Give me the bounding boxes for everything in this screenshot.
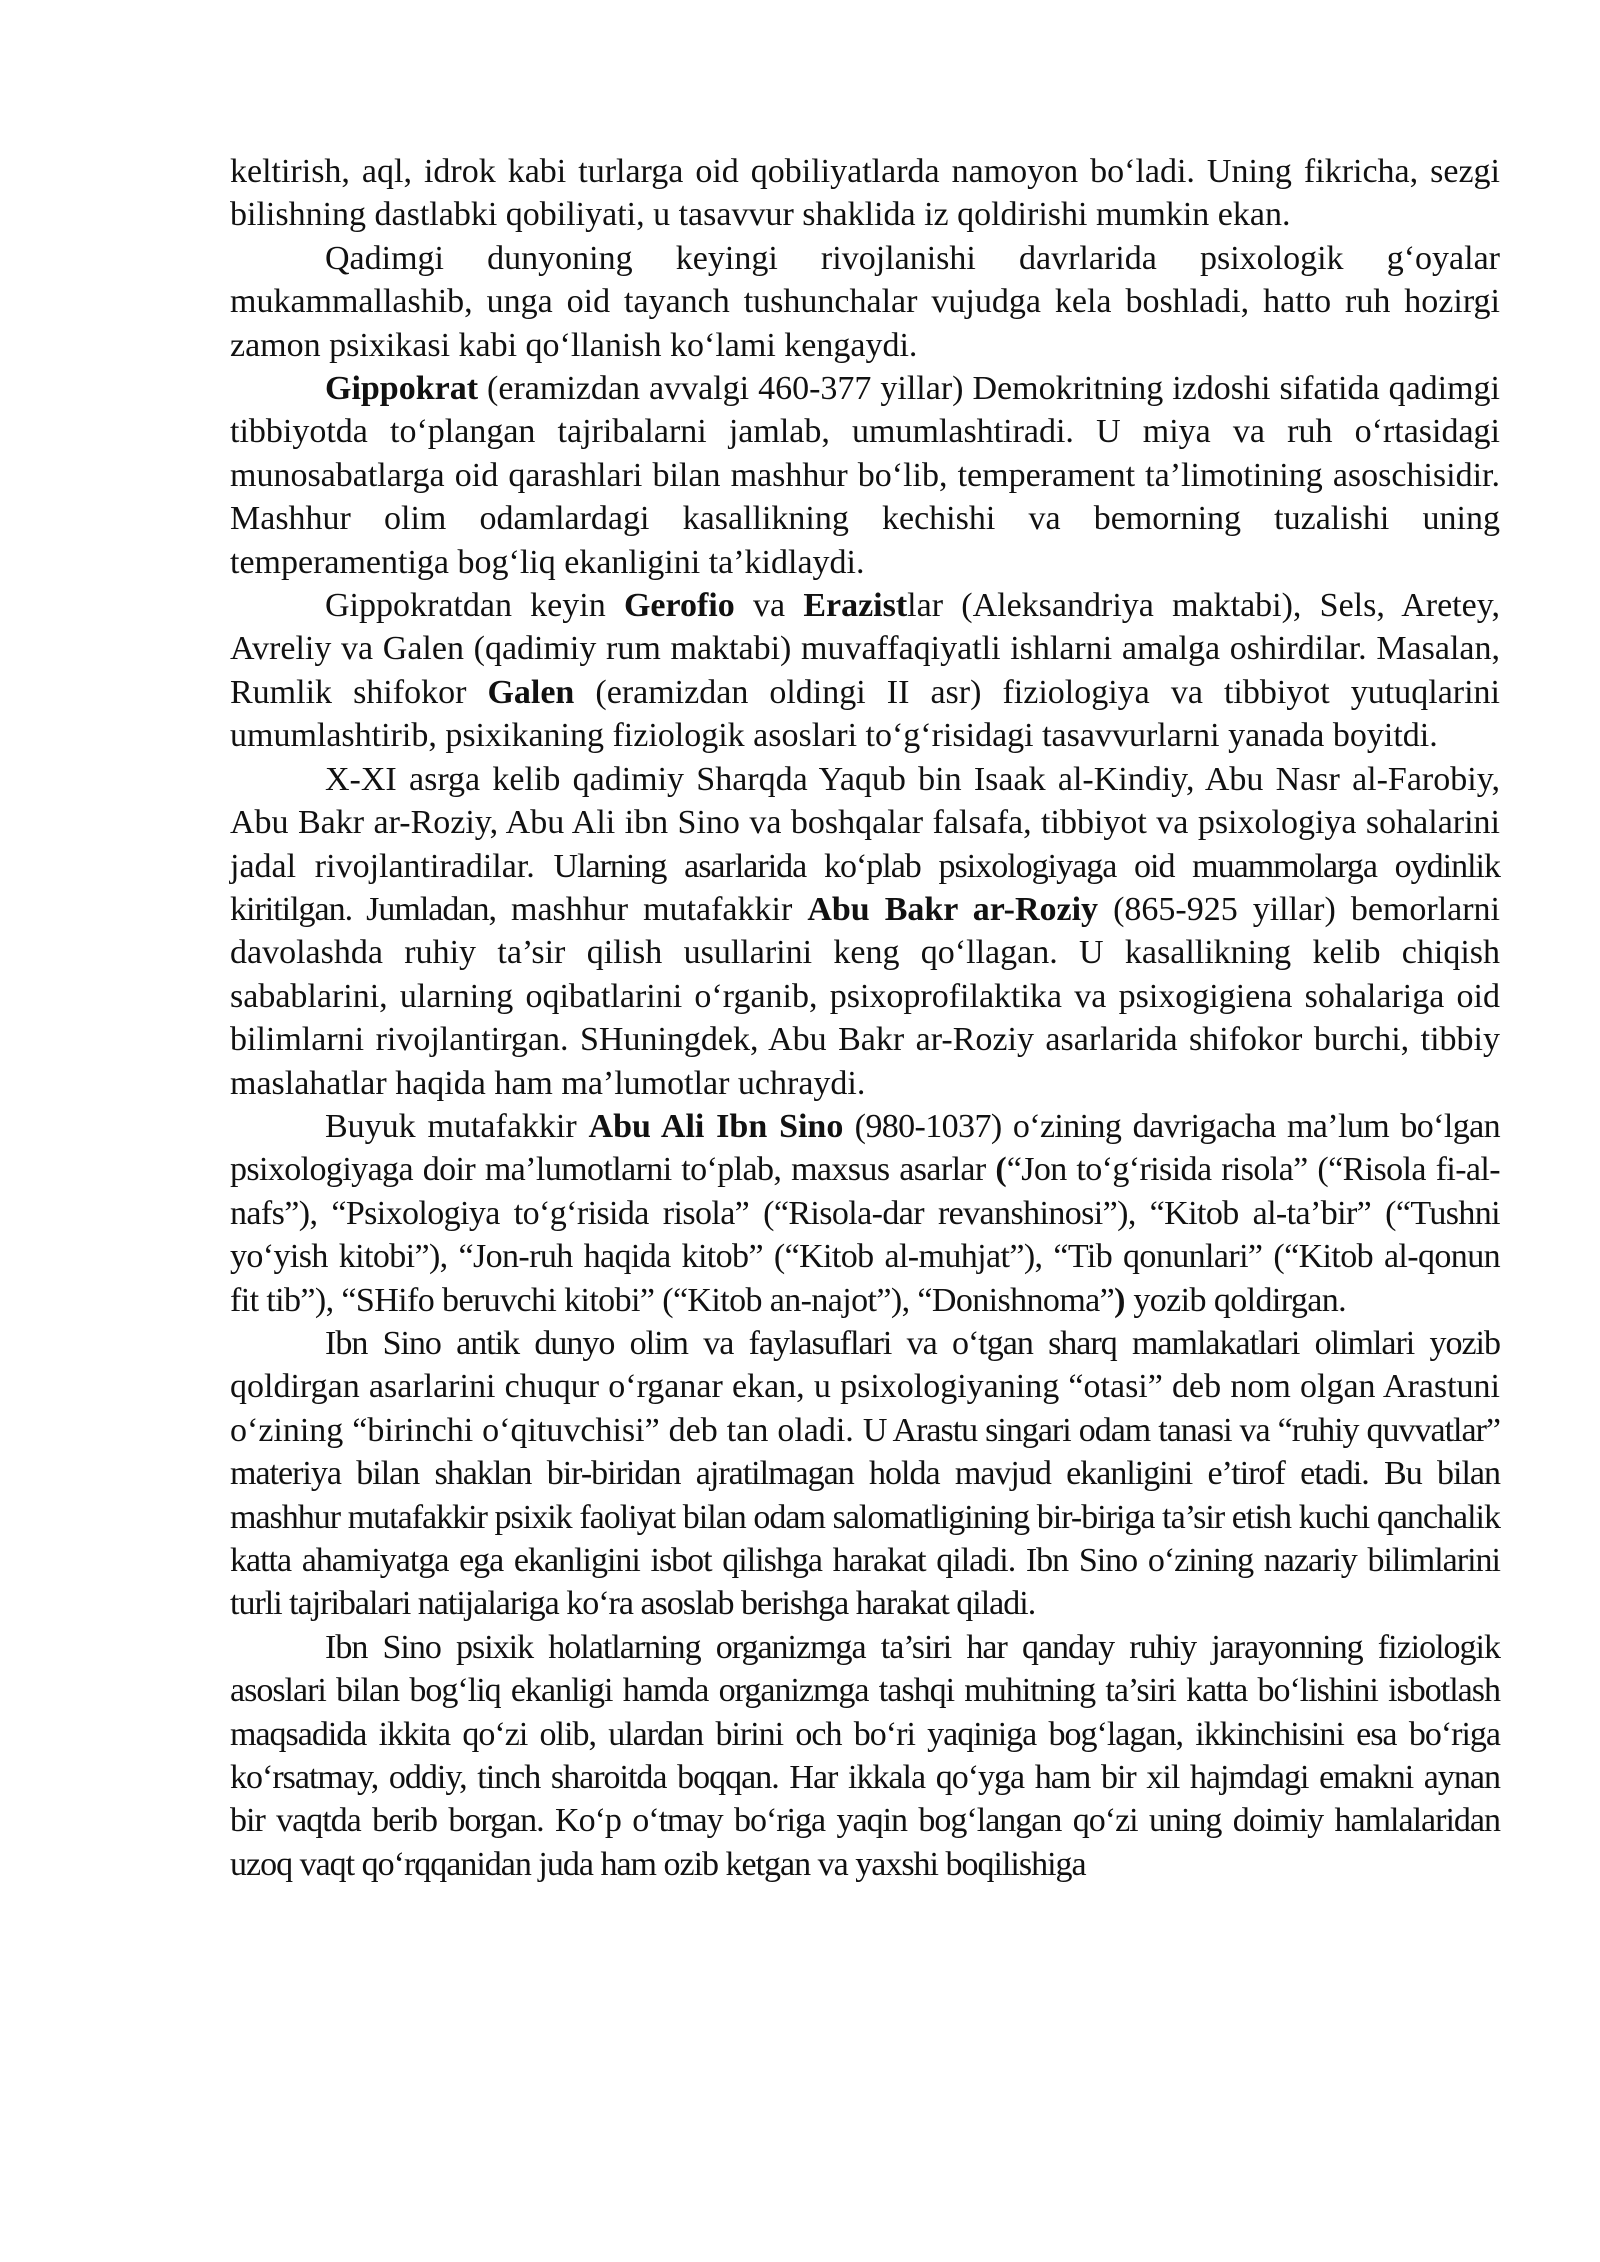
- paragraph-text: lar (Aleksandriya maktabi), Sels, Aretey, Avreliy va Galen (qadimiy rum maktabi) muvaffaqiyatli ishlarni amalga oshirdilar. Masalan, Rumlik shifokor: [230, 587, 1500, 711]
- paragraph: [230, 1626, 1500, 1886]
- paragraph-text: Buyuk mutafakkir: [325, 1107, 589, 1145]
- paragraph-text: Ularning asarlarida ko‘plab psixologiyaga oid muammolarga oydinlik kiritilgan. Jumladan,: [230, 847, 1501, 928]
- bold-name: Erazist: [803, 587, 908, 625]
- paragraph-text: mashhur mutafakkir: [495, 890, 808, 928]
- paragraph-text: Ibn Sino psixik holatlarning organizmga ta’siri har qanday ruhiy jarayonning fiziologik asoslari bilan bog‘liq ekanligi hamda organizmga tashqi muhitning ta’siri katta bo‘lishini isbotlash maqsadida ikkita qo‘zi olib, ulardan birini och bo‘ri yaqiniga bog‘lagan, ikkinchisini esa bo‘riga ko‘rsatmay, oddiy, tinch sharoitda boqqan. Har ikkala qo‘yga ham bir xil hajmdagi emakni aynan bir vaqtda berib borgan. Ko‘p o‘tmay bo‘riga yaqin bog‘langan qo‘zi uning doimiy hamlalaridan uzoq vaqt qo‘rqqanidan juda ham ozib ketgan va yaxshi boqilishiga: [230, 1628, 1500, 1883]
- paragraph-text: U Arastu singari odam tanasi va “ruhiy quvvatlar” materiya bilan shaklan bir-biridan ajratilmagan holda mavjud ekanligini e’tirof etadi. Bu bilan mashhur mutafakkir psixik faoliyat bilan odam salomatligining bir-biriga ta’sir etish kuchi qanchalik katta ahamiyatga ega ekanligini isbot qilishga harakat qiladi. Ibn Sino o‘zining nazariy bilimlarini turli tajribalari natijalariga ko‘ra asoslab berishga harakat qiladi.: [230, 1411, 1501, 1623]
- paragraph: [230, 150, 1500, 237]
- paragraph: [230, 1105, 1500, 1322]
- paragraph-text: yozib qoldirgan.: [1125, 1281, 1347, 1319]
- paragraph-text: “Jon to‘g‘risida risola” (“Risola fi-al-nafs”), “Psixologiya to‘g‘risida risola” (“Risola-dar revanshinosi”), “Kitob al-ta’bir” (“Tushni yo‘yish kitobi”), “Jon-ruh haqida kitob” (“Kitob al-muhjat”), “Tib qonunlari” (“Kitob al-qonun fit tib”), “SHifo beruvchi kitobi” (“Kitob an-najot”), “Donishnoma”: [230, 1151, 1500, 1319]
- paragraph: [230, 367, 1500, 584]
- paragraph-text: (865-925 yillar) bemorlarni davolashda ruhiy ta’sir qilish usullarini keng qo‘llagan. U kasallikning kelib chiqish sabablarini, ularning oqibatlarini o‘rganib, psixoprofilaktika va psixogigiena sohalariga oid bilimlarni rivojlantirgan. SHuningdek, Abu Bakr ar-Roziy asarlarida shifokor burchi, tibbiy maslahatlar haqida ham ma’lumotlar uchraydi.: [230, 890, 1500, 1102]
- paragraph-text: Ibn Sino antik dunyo olim va faylasuflari va o‘tgan sharq mamlakatlari olimlari yozib: [325, 1324, 1500, 1362]
- paragraph-text: va: [734, 587, 804, 625]
- paragraph-text: qoldirgan asarlarini chuqur o‘rganar ekan, u psixologiyaning “otasi” deb nom olgan Arastuni o‘zining “birinchi o‘qituvchisi” deb tan oladi.: [230, 1368, 1500, 1449]
- paragraph-text: keltirish, aql, idrok kabi turlarga oid qobiliyatlarda namoyon bo‘ladi. Uning fikricha, sezgi bilishning dastlabki qobiliyati, u tasavvur shaklida iz qoldirishi mumkin ekan.: [230, 153, 1500, 234]
- bold-parenthesis: (: [995, 1151, 1007, 1189]
- paragraph-text: (980-1037) o‘zining davrigacha ma’lum bo‘lgan psixologiyaga doir ma’lumotlarni to‘plab, maxsus asarlar: [230, 1107, 1501, 1189]
- paragraph: [230, 1322, 1500, 1626]
- paragraph-text: (eramizdan oldingi II asr) fiziologiya va tibbiyot yutuqlarini umumlashtirib, psixikaning fiziologik asoslari to‘g‘risidagi tasavvurlarni yanada boyitdi.: [230, 673, 1500, 755]
- paragraph-text: Gippokratdan keyin: [325, 587, 624, 625]
- paragraph: [230, 237, 1500, 367]
- paragraph-text: X-XI asrga kelib qadimiy Sharqda Yaqub bin Isaak al-Kindiy, Abu Nasr al-Farobiy, Abu Bakr ar-Roziy, Abu Ali ibn Sino va boshqalar falsafa, tibbiyot va psixologiya sohalarini jadal rivojlantiradilar.: [230, 760, 1500, 885]
- bold-name: Gippokrat: [325, 370, 479, 408]
- bold-name: Abu Bakr ar-Roziy: [807, 890, 1099, 928]
- bold-name: Gerofio: [623, 587, 735, 625]
- bold-parenthesis: ): [1114, 1281, 1126, 1319]
- bold-name: Galen: [487, 673, 575, 711]
- paragraph-text: (eramizdan avvalgi 460-377 yillar) Demokritning izdoshi sifatida qadimgi tibbiyotda to‘plangan tajribalarni jamlab, umumlashtiradi. U miya va ruh o‘rtasidagi munosabatlarga oid qarashlari bilan mashhur bo‘lib, temperament ta’limotining asoschisidir. Mashhur olim odamlardagi kasallikning kechishi va bemorning tuzalishi uning temperamentiga bog‘liq ekanligini ta’kidlaydi.: [230, 370, 1500, 581]
- paragraph-text: Qadimgi dunyoning keyingi rivojlanishi davrlarida psixologik g‘oyalar mukammallashib, unga oid tayanch tushunchalar vujudga kela boshladi, hatto ruh hozirgi zamon psixikasi kabi qo‘llanish ko‘lami kengaydi.: [230, 239, 1500, 364]
- document-page: [230, 150, 1500, 1886]
- bold-name: Abu Ali Ibn Sino: [588, 1107, 844, 1145]
- paragraph: [230, 758, 1500, 1105]
- paragraph: [230, 584, 1500, 758]
